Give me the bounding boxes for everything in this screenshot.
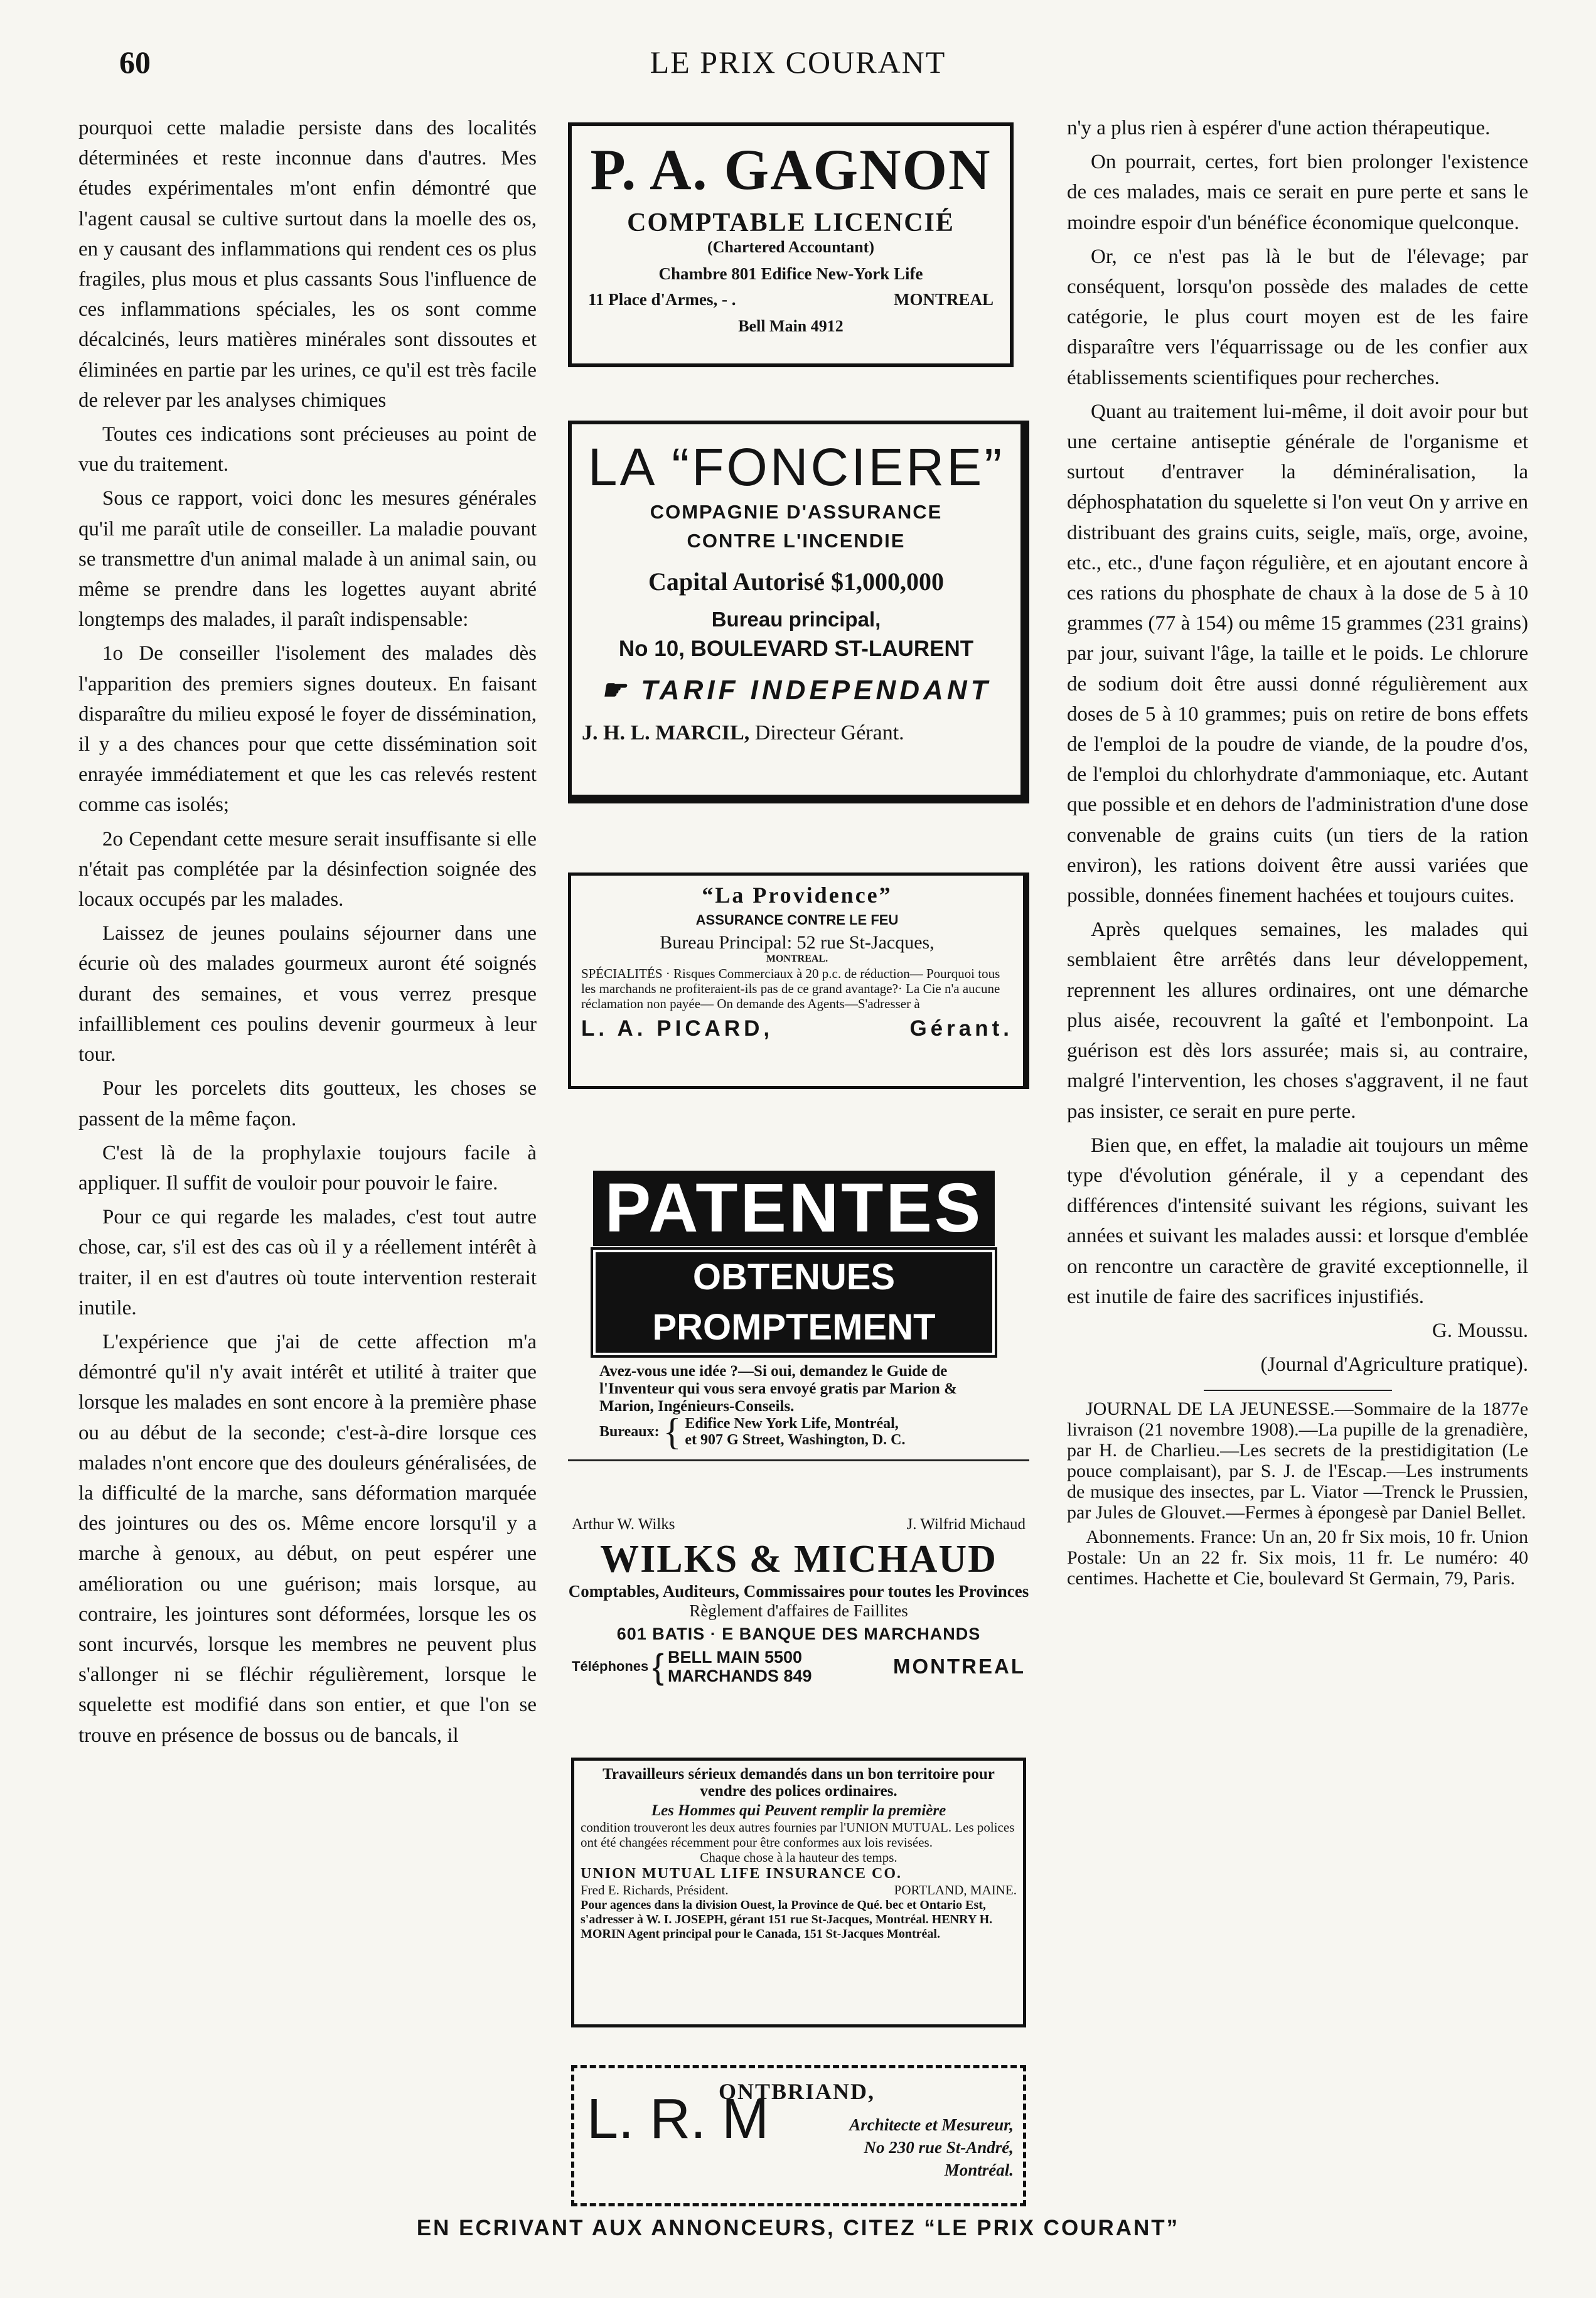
ad-name: PATENTES <box>593 1171 995 1246</box>
left-column <box>78 113 537 1751</box>
page-number: 60 <box>119 45 151 80</box>
ad-company: UNION MUTUAL LIFE INSURANCE CO. <box>581 1866 902 1882</box>
page-footer: EN ECRIVANT AUX ANNONCEURS, CITEZ “LE PRIX COURANT” <box>416 2216 1180 2240</box>
jeunesse-notice <box>1067 1399 1528 1589</box>
ad-line: Montréal. <box>944 2161 1014 2179</box>
ad-director-name: J. H. L. MARCIL, <box>582 721 750 744</box>
ad-bureau: Edifice New York Life, Montréal, <box>685 1415 899 1432</box>
ad-bureaux <box>593 1411 995 1452</box>
ad-providence <box>568 872 1029 1089</box>
ad-city: MONTREAL <box>893 290 993 309</box>
ad-president-city: PORTLAND, MAINE. <box>894 1882 1017 1898</box>
ad-tel: MARCHANDS 849 <box>667 1667 812 1685</box>
paragraph: Bien que, en effet, la maladie ait toujours un même type d'évolution générale, il y a cependant des différences d'intensité suivant les régions, suivant les années et suivant les malades aussi: et lorsque d'emblée on rencontre un caractère de gravité exceptionnelle, il est inutile de faire des sacrifices injustifiés. <box>1067 1134 1528 1308</box>
ad-union-mutual <box>571 1758 1026 2027</box>
paragraph: pourquoi cette maladie persiste dans des localités déterminées et reste inconnue dans d'autres. Mes études expérimentales m'ont enfin démontré que l'agent causal se cultive surtout dans la moelle des os, en y causant des inflammations qui rendent ces os plus fragiles, plus mous et plus cassants Sous l'influence de ces inflammations spéciales, les os sont comme décalcinés, leurs matières minérales sont dissoutes et éliminées en partie par les urines, ce qu'il est très facile de relever par les analyses chimiques <box>78 117 537 412</box>
journal-title: LE PRIX COURANT <box>650 45 946 80</box>
ad-text: Avez-vous une idée ?—Si oui, demandez le Guide de l'Inventeur qui vous sera envoyé gratis par Marion & Marion, Ingénieurs-Conseils. <box>599 1363 957 1415</box>
divider <box>1204 1390 1392 1391</box>
paragraph: 2o Cependant cette mesure serait insuffisante si elle n'était pas complétée par la désinfection soignée des locaux occupés par les malades. <box>78 827 537 911</box>
ad-line: ASSURANCE CONTRE LE FEU <box>695 912 899 928</box>
paragraph: Abonnements. France: Un an, 20 fr Six mois, 10 fr. Union Postale: Un an 22 fr. Six mois, 11 fr. Le numéro: 40 centimes. Hachette et Cie, boulevard St Germain, 79, Paris. <box>1067 1527 1528 1589</box>
ad-phone: Bell Main 4912 <box>738 317 844 335</box>
ad-name: WILKS & MICHAUD <box>600 1538 997 1581</box>
ad-partners <box>568 1516 1029 1533</box>
ad-partner: J. Wilfrid Michaud <box>906 1516 1026 1533</box>
ad-tel-label: Téléphones <box>572 1658 649 1674</box>
ad-line: Bureau Principal: 52 rue St-Jacques, <box>660 932 935 953</box>
paragraph: L'expérience que j'ai de cette affection m'a démontré qu'il n'y avait intérêt et utilité à traiter que lorsque les malades en sont encore à la première phase ou au début de la seconde; c'est-à-dire lorsque ces malades n'ont encore que des douleurs généralisées, de la difficulté de la marche, sans déformation marquée des jointures ou des os. Même encore lorsqu'il y a marche à genoux, au début, on peut espérer une amélioration ou une guérison; mais lorsque, au contraire, les jointures sont déformées, lorsque les os sont incurvés, lorsque les membres ne peuvent plus s'allonger ni se fléchir régulièrement, lorsque le squelette est modifié dans son entier, et que l'on se trouve en présence de bossus ou de bancals, il <box>78 1330 537 1747</box>
pointing-hand-icon: ☛ <box>601 675 641 706</box>
ad-text: condition trouveront les deux autres fournies par l'UNION MUTUAL. Les polices ont été changées récemment pour être conformes aux lois revisées. <box>581 1820 1015 1850</box>
paragraph: Laissez de jeunes poulains séjourner dans une écurie où des malades gourmeux auront été soignés durant des semaines, et vous verrez presque infailliblement ces poulins devenir gourmeux à leur tour. <box>78 922 537 1066</box>
ad-tarif: TARIF INDEPENDANT <box>641 675 992 706</box>
paragraph: Sous ce rapport, voici donc les mesures générales qu'il me paraît utile de conseiller. La maladie pouvant se transmettre d'un animal malade à un animal sain, ou même se prendre dans les logettes auyant abrité longtemps des malades, il paraît indispensable: <box>78 487 537 631</box>
paragraph: Toutes ces indications sont précieuses au point de vue du traitement. <box>78 423 537 476</box>
paragraph: On pourrait, certes, fort bien prolonger l'existence de ces malades, mais ce serait en pure perte et sans le moindre espoir d'un bénéfice économique quelconque. <box>1067 151 1528 234</box>
ad-address: No 10, BOULEVARD ST-LAURENT <box>618 636 974 661</box>
ad-name: “La Providence” <box>702 883 892 908</box>
ad-patentes <box>593 1169 995 1452</box>
page-header <box>0 44 1596 88</box>
ad-headline: Travailleurs sérieux demandés dans un bon territoire pour vendre des polices ordinaires. <box>603 1766 995 1800</box>
article-source: (Journal d'Agriculture pratique). <box>1260 1353 1528 1377</box>
ad-montbriand <box>571 2065 1026 2206</box>
ad-line: (Chartered Accountant) <box>707 238 874 256</box>
ad-president-row <box>581 1882 1017 1898</box>
ad-director-row <box>572 721 1020 745</box>
ad-telephones <box>568 1644 1029 1685</box>
divider <box>568 1459 1029 1461</box>
paragraph: Quant au traitement lui-même, il doit avoir pour but une certaine antiseptie générale de l'organisme et surtout d'entraver la déminéralisation, la déphosphatation du squelette si l'on veut On y arrive en distribuant des grains cuits, seigle, maïs, orge, avoine, etc., etc., d'une façon régulière, et en ajoutant encore à ces rations du phosphate de chaux à la dose de 5 à 10 grammes (77 à 154) ou même 15 grammes (231 grains) par jour, suivant l'âge, la taille et le poids. Le chlorure de sodium doit être aussi donné régulièrement aux doses de 5 à 10 grammes; puis on retire de bons effets de l'emploi de la poudre de viande, de la poudre d'os, de l'emploi du chlorhydrate d'ammoniaque, etc. Autant que possible et en dehors de l'administration d'une dose convenable de grains cuits (un tiers de la ration environ), les rations doivent être aussi variées que possible, données finement hachées et toujours cuites. <box>1067 400 1528 908</box>
ad-partner: Arthur W. Wilks <box>572 1516 675 1533</box>
author-signature: G. Moussu. <box>1432 1319 1528 1342</box>
ad-name: ONTBRIAND, <box>719 2079 876 2104</box>
paragraph: 1o De conseiller l'isolement des malades dès l'apparition des premiers signes douteux. En faisant disparaître du milieu exposé le foyer de dissémination, il y a des chances pour que cette dissémination soit enrayée immédiatement et que les cas relevés restent comme cas isolés; <box>78 642 537 817</box>
ad-tel: BELL MAIN 5500 <box>667 1648 803 1667</box>
ad-agents: Pour agences dans la division Ouest, la Province de Qué. bec et Ontario Est, s'adresser à W. I. JOSEPH, gérant 151 rue St-Jacques, Montréal. HENRY H. MORIN Agent principal pour le Canada, 151 St-Jacques Montréal. <box>581 1898 993 1941</box>
ad-specialties: SPÉCIALITÉS · Risques Commerciaux à 20 p.c. de réduction— Pourquoi tous les marchands ne profiteraient-ils pas de ce grand avantage?· La Cie n'a aucune réclamation non payée— On demande des Agents—S'adresser à <box>581 966 1000 1011</box>
ad-president: Fred E. Richards, Président. <box>581 1882 729 1898</box>
paragraph: Pour les porcelets dits goutteux, les choses se passent de la même façon. <box>78 1077 537 1130</box>
ad-agent: L. A. PICARD, <box>581 1016 774 1041</box>
ad-line: Règlement d'affaires de Faillites <box>689 1601 908 1620</box>
ad-line: Comptables, Auditeurs, Commissaires pour toutes les Provinces <box>568 1582 1029 1601</box>
ad-initials: L. R. M <box>587 2088 769 2150</box>
ad-bureau: et 907 G Street, Washington, D. C. <box>685 1432 906 1448</box>
ad-info <box>731 2113 1014 2181</box>
ad-line: No 230 rue St-André, <box>864 2138 1014 2157</box>
ad-line: Chambre 801 Edifice New-York Life <box>658 264 923 283</box>
ad-address-row <box>572 290 1010 309</box>
paragraph: C'est là de la prophylaxie toujours facile à appliquer. Il suffit de vouloir pour pouvoir le faire. <box>78 1141 537 1195</box>
ad-name: P. A. GAGNON <box>590 137 992 201</box>
ad-director-title: Directeur Gérant. <box>754 721 904 744</box>
ad-subhead: Les Hommes qui Peuvent remplir la première <box>651 1802 946 1819</box>
paragraph: n'y a plus rien à espérer d'une action thérapeutique. <box>1067 117 1491 139</box>
ad-city: MONTREAL <box>893 1655 1026 1678</box>
brace-icon: { <box>652 1646 664 1686</box>
ad-address: 11 Place d'Armes, - . <box>588 290 736 309</box>
paragraph: Après quelques semaines, les malades qui semblaient être arrêtés dans leur développement, reprennent les allures ordinaires, ont une démarche plus aisée, recouvrent la gaîté et l'embonpoint. La guérison est dès lors assurée; mais si, au contraire, malgré l'intervention, les choses s'aggravent, il ne faut pas insister, ce serait en pure perte. <box>1067 918 1528 1123</box>
ad-subtitle: OBTENUES PROMPTEMENT <box>593 1250 995 1355</box>
ad-capital: Capital Autorisé $1,000,000 <box>648 567 945 596</box>
ad-bureaux-label: Bureaux: <box>599 1424 660 1440</box>
brace-icon: { <box>663 1411 682 1452</box>
ad-note: Chaque chose à la hauteur des temps. <box>700 1850 897 1865</box>
ad-line: CONTRE L'INCENDIE <box>687 530 906 552</box>
ad-gagnon <box>568 122 1014 367</box>
ad-line: Architecte et Mesureur, <box>849 2115 1014 2134</box>
ad-line: COMPTABLE LICENCIÉ <box>627 208 955 237</box>
ad-name: LA “FONCIERE” <box>587 438 1005 497</box>
ad-line: COMPAGNIE D'ASSURANCE <box>650 501 943 523</box>
right-column <box>1067 113 1528 1589</box>
paragraph: Or, ce n'est pas là le but de l'élevage; par conséquent, lorsqu'on possède des malades de cette catégorie, le plus court moyen est de les faire disparaître vers l'équarrissage ou de les confier aux établissements scientifiques pour recherches. <box>1067 245 1528 389</box>
ad-line: Bureau principal, <box>711 608 881 631</box>
ad-agent-title: Gérant. <box>909 1016 1013 1041</box>
ad-city: MONTREAL. <box>766 953 828 964</box>
ad-agent-row <box>571 1011 1023 1041</box>
ad-tarif-row <box>572 674 1020 706</box>
ad-address: 601 BATIS · E BANQUE DES MARCHANDS <box>616 1624 981 1643</box>
ad-fonciere <box>568 421 1029 803</box>
ad-wilks-michaud <box>568 1516 1029 1710</box>
paragraph: JOURNAL DE LA JEUNESSE.—Sommaire de la 1877e livraison (21 novembre 1908).—La pupille de la grenadière, par H. de Charlieu.—Les secrets de la prestidigitation (Le pouce complaisant), par S. J. de l'Escap.—Les instruments de musique des insectes, par L. Viator —Trenck le Prussien, par Jules de Glouvet.—Fermes à épongesè par Daniel Bellet. <box>1067 1399 1528 1523</box>
paragraph: Pour ce qui regarde les malades, c'est tout autre chose, car, s'il est des cas où il y a réellement intérêt à traiter, il en est d'autres où toute intervention resterait inutile. <box>78 1206 537 1319</box>
